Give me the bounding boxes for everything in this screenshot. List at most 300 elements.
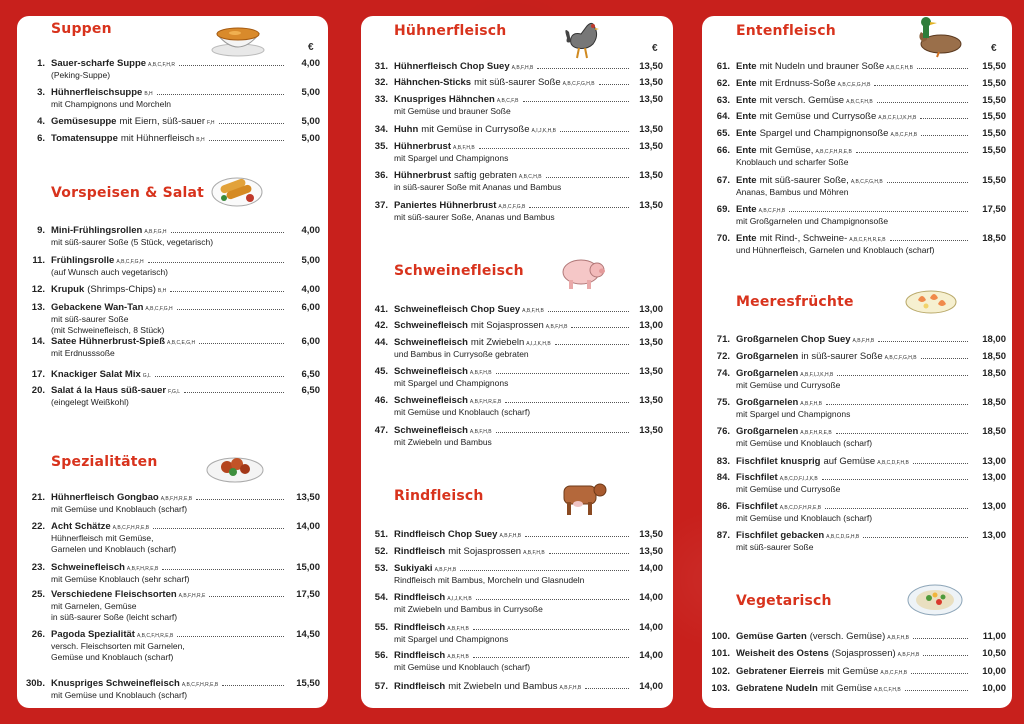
item-description: mit Gemüse und Knoblauch (scharf) <box>394 662 531 672</box>
item-title-line <box>394 681 633 692</box>
item-name: Großgarnelen <box>736 351 799 362</box>
item-title-line <box>736 472 972 483</box>
item-price: 15,50 <box>982 175 1006 186</box>
dot-leader <box>505 396 629 403</box>
section-title-spezialitaeten: Spezialitäten <box>51 454 158 470</box>
item-name: Rindfleisch <box>394 622 446 633</box>
item-name: Rindfleisch <box>394 592 446 603</box>
allergen-codes: B,H <box>144 91 153 97</box>
dot-leader <box>537 62 629 69</box>
item-title-line <box>736 204 972 215</box>
item-title-line <box>51 678 288 689</box>
item-title-line <box>736 683 972 694</box>
allergen-codes: A,I,J,K,H,B <box>447 596 472 602</box>
dot-leader <box>874 79 968 86</box>
item-number: 57. <box>374 681 388 692</box>
item-name: Großgarnelen Chop Suey <box>736 334 851 345</box>
item-price: 13,50 <box>639 366 663 377</box>
item-number: 32. <box>374 77 388 88</box>
item-name: Knuspriges Hähnchen <box>394 94 495 105</box>
item-title-line <box>394 77 633 88</box>
item-name-suffix: mit Nudeln und brauner Soße <box>759 61 885 72</box>
item-description: Ananas, Bambus und Möhren <box>736 187 849 197</box>
item-title-line <box>51 255 288 266</box>
item-title-line <box>394 61 633 72</box>
item-name: Ente <box>736 175 757 186</box>
item-name-suffix: (versch. Gemüse) <box>809 631 886 642</box>
item-name-suffix: mit Eiern, süß-sauer <box>119 116 205 127</box>
section-title-vegetarisch: Vegetarisch <box>736 593 832 609</box>
item-number: 55. <box>374 622 388 633</box>
item-price: 15,00 <box>296 562 320 573</box>
item-name: Ente <box>736 111 757 122</box>
section-title-vorspeisen: Vorspeisen & Salat <box>51 185 205 201</box>
item-description: (auf Wunsch auch vegetarisch) <box>51 267 169 277</box>
item-price: 15,50 <box>982 95 1006 106</box>
item-number: 11. <box>32 255 45 266</box>
item-name: Hühnerbrust <box>394 170 451 181</box>
item-number: 21. <box>31 492 45 503</box>
item-name-suffix: mit Zwiebeln und Bambus <box>448 681 558 692</box>
menu-panel-right <box>702 16 1012 708</box>
item-name: Schweinefleisch <box>394 395 468 406</box>
item-title-line <box>51 562 288 573</box>
item-price: 14,00 <box>639 622 663 633</box>
allergen-codes: G,L <box>142 373 151 379</box>
dot-leader <box>560 125 629 132</box>
dot-leader <box>473 623 629 630</box>
item-number: 74. <box>716 368 730 379</box>
item-title-line <box>736 648 972 659</box>
item-description: mit Champignons und Morcheln <box>51 99 172 109</box>
dot-leader <box>153 522 284 529</box>
item-name: Großgarnelen <box>736 397 799 408</box>
allergen-codes: A,B,C,F,I,J,K,H,B <box>878 115 917 121</box>
item-description: mit Gemüse und Knoblauch (scharf) <box>51 504 188 514</box>
dot-leader <box>155 370 284 377</box>
item-number: 35. <box>374 141 388 152</box>
dot-leader <box>177 303 284 310</box>
item-price: 13,00 <box>639 304 663 315</box>
item-name: Hähnchen-Sticks <box>394 77 472 88</box>
item-title-line <box>51 116 288 127</box>
item-number: 54. <box>374 592 388 603</box>
allergen-codes: A,B,C,E,G,H,B <box>837 82 871 88</box>
item-name: Schweinefleisch <box>394 320 468 331</box>
item-price: 6,00 <box>301 336 320 347</box>
dot-leader <box>222 679 284 686</box>
item-description: in süß-saurer Soße mit Ananas und Bambus <box>394 182 562 192</box>
item-description: in süß-saurer Soße (leicht scharf) <box>51 611 178 622</box>
item-number: 30b. <box>25 678 45 689</box>
item-price: 13,00 <box>982 501 1006 512</box>
item-description: mit Gemüse und brauner Soße <box>394 106 511 116</box>
dot-leader <box>479 142 629 149</box>
item-title-line <box>394 141 633 152</box>
item-name: Gemüsesuppe <box>51 116 117 127</box>
item-name: Knuspriges Schweinefleisch <box>51 678 180 689</box>
allergen-codes: A,B,F,H,R,E,B <box>469 399 502 405</box>
item-name-suffix: mit Erdnuss-Soße <box>759 78 836 89</box>
item-number: 47. <box>374 425 388 436</box>
section-title-rindfleisch: Rindfleisch <box>394 488 484 504</box>
item-price: 11,00 <box>982 631 1006 642</box>
item-name: Hühnerfleisch Gongbao <box>51 492 159 503</box>
item-price: 15,50 <box>982 111 1006 122</box>
item-number: 42. <box>374 320 388 331</box>
item-number: 41. <box>374 304 388 315</box>
item-description: mit Großgarnelen und Champignonsoße <box>736 216 889 226</box>
dot-leader <box>496 367 629 374</box>
item-name: Tomatensuppe <box>51 133 118 144</box>
item-price: 13,00 <box>982 472 1006 483</box>
item-price: 14,00 <box>639 563 663 574</box>
item-title-line <box>736 530 972 541</box>
item-name: Großgarnelen <box>736 368 799 379</box>
item-number: 102. <box>711 666 730 677</box>
dot-leader <box>476 593 629 600</box>
item-number: 61. <box>716 61 730 72</box>
item-number: 75. <box>716 397 730 408</box>
cow-icon <box>554 476 610 523</box>
item-number: 76. <box>716 426 730 437</box>
item-price: 14,00 <box>639 681 663 692</box>
allergen-codes: A,B,C,D,F,I,J,K,B <box>779 476 818 482</box>
item-name: Fischfilet gebacken <box>736 530 825 541</box>
item-name-suffix: mit Gemüse <box>820 683 873 694</box>
item-name: Schweinefleisch <box>51 562 125 573</box>
item-number: 17. <box>31 369 45 380</box>
spring-rolls-icon <box>210 170 264 215</box>
item-number: 4. <box>37 116 45 127</box>
allergen-codes: A,B,F,H,B <box>523 550 545 556</box>
dot-leader <box>913 632 968 639</box>
item-title-line <box>51 521 288 532</box>
item-title-line <box>736 145 972 156</box>
dot-leader <box>549 547 629 554</box>
item-title-line <box>394 94 633 105</box>
menu-panel-left <box>17 16 328 708</box>
item-name: Sukiyaki <box>394 563 433 574</box>
item-price: 10,50 <box>982 648 1006 659</box>
item-title-line <box>394 304 633 315</box>
item-name: Rindfleisch <box>394 681 446 692</box>
item-number: 72. <box>716 351 730 362</box>
item-name: Gebratener Eierreis <box>736 666 825 677</box>
item-description: und Hühnerfleisch, Garnelen und Knoblauch (scharf) <box>736 245 935 255</box>
item-description: mit Gemüse und Knoblauch (scharf) <box>736 513 873 523</box>
item-price: 6,50 <box>301 385 320 396</box>
soup-bowl-icon <box>209 16 267 63</box>
dot-leader <box>822 473 968 480</box>
item-title-line <box>736 426 972 437</box>
allergen-codes: A,B,C,F,H,B <box>758 208 786 214</box>
item-name-suffix: in süß-saurer Soße <box>801 351 883 362</box>
item-price: 13,50 <box>639 124 663 135</box>
dot-leader <box>529 201 629 208</box>
item-name: Hühnerbrust <box>394 141 451 152</box>
item-description: mit Spargel und Champignons <box>736 409 851 419</box>
item-title-line <box>394 622 633 633</box>
allergen-codes: A,B,F,H,R,E,B <box>126 566 159 572</box>
item-price: 18,50 <box>982 426 1006 437</box>
item-number: 83. <box>716 456 730 467</box>
item-name: Fischfilet knusprig <box>736 456 821 467</box>
allergen-codes: A,B,C,F,G,H <box>145 306 173 312</box>
allergen-codes: A,B,C,F,G,H,B <box>562 81 595 87</box>
item-name: Acht Schätze <box>51 521 111 532</box>
allergen-codes: A,B,F,H,B <box>800 401 822 407</box>
item-number: 56. <box>374 650 388 661</box>
dot-leader <box>917 62 968 69</box>
item-name-suffix: mit Hühnerfleisch <box>120 133 195 144</box>
item-price: 13,50 <box>639 395 663 406</box>
allergen-codes: A,B,C,F,H,B <box>886 65 913 71</box>
item-name: Schweinefleisch Chop Suey <box>394 304 521 315</box>
item-name: Schweinefleisch <box>394 366 468 377</box>
item-number: 12. <box>31 284 45 295</box>
item-price: 13,50 <box>639 77 663 88</box>
duck-icon <box>911 16 967 63</box>
item-name: Schweinefleisch <box>394 337 468 348</box>
dot-leader <box>523 95 629 102</box>
item-description: mit Gemüse und Knoblauch (scharf) <box>736 438 873 448</box>
item-description: mit Zwiebeln und Bambus in Currysoße <box>394 604 543 614</box>
item-title-line <box>51 385 288 396</box>
item-description: mit süß-saurer Soße, Ananas und Bambus <box>394 212 555 222</box>
item-name: Gebackene Wan-Tan <box>51 302 144 313</box>
item-price: 15,50 <box>296 678 320 689</box>
item-name: Ente <box>736 61 757 72</box>
item-name-suffix: mit Sojasprossen <box>470 320 544 331</box>
allergen-codes: A,B,F,H,B <box>447 626 469 632</box>
item-price: 18,50 <box>982 233 1006 244</box>
item-number: 31. <box>374 61 388 72</box>
item-description: (mit Schweinefleisch, 8 Stück) <box>51 324 165 335</box>
item-price: 13,50 <box>296 492 320 503</box>
item-name: Knackiger Salat Mix <box>51 369 141 380</box>
item-name-suffix: mit versch. Gemüse <box>759 95 845 106</box>
item-number: 9. <box>37 225 45 236</box>
item-number: 36. <box>374 170 388 181</box>
item-price: 5,00 <box>301 133 320 144</box>
currency-header: € <box>991 43 997 54</box>
item-number: 103. <box>711 683 730 694</box>
item-price: 18,50 <box>982 397 1006 408</box>
allergen-codes: A,B,F,H,B <box>887 635 909 641</box>
item-price: 14,00 <box>639 592 663 603</box>
allergen-codes: A,B,C,F,H,R,E,B <box>181 682 219 688</box>
item-description: mit Spargel und Champignons <box>394 378 509 388</box>
item-title-line <box>736 456 972 467</box>
allergen-codes: A,B,F,H,B <box>469 370 492 376</box>
item-name-suffix: mit Zwiebeln <box>470 337 525 348</box>
item-description: und Bambus in Currysoße gebraten <box>394 349 529 359</box>
item-title-line <box>394 425 633 436</box>
item-number: 71. <box>716 334 730 345</box>
dot-leader <box>162 563 284 570</box>
vegetable-plate-icon <box>907 582 963 623</box>
item-price: 14,50 <box>296 629 320 640</box>
item-title-line <box>394 170 633 181</box>
item-title-line <box>736 501 972 512</box>
dot-leader <box>179 59 284 66</box>
item-name: Großgarnelen <box>736 426 799 437</box>
item-price: 15,50 <box>982 61 1006 72</box>
item-name: Gemüse Garten <box>736 631 807 642</box>
item-description: (eingelegt Weißkohl) <box>51 397 129 407</box>
dot-leader <box>196 493 284 500</box>
item-number: 46. <box>374 395 388 406</box>
dot-leader <box>496 426 629 433</box>
item-name-suffix: auf Gemüse <box>823 456 876 467</box>
item-number: 70. <box>716 233 730 244</box>
dot-leader <box>837 369 968 376</box>
item-title-line <box>394 200 633 211</box>
item-number: 66. <box>716 145 730 156</box>
rooster-icon <box>559 18 609 65</box>
allergen-codes: A,B,C,F,H,B <box>890 132 918 138</box>
item-title-line <box>736 175 972 186</box>
item-description: mit süß-saurer Soße <box>51 314 129 324</box>
item-name: Hühnerfleisch Chop Suey <box>394 61 510 72</box>
item-name: Frühlingsrolle <box>51 255 115 266</box>
item-name: Fischfilet <box>736 472 778 483</box>
item-number: 84. <box>716 472 730 483</box>
dot-leader <box>878 335 968 342</box>
allergen-codes: A,B,C,D,F,H,R,E,B <box>779 505 822 511</box>
item-title-line <box>394 124 633 135</box>
item-number: 37. <box>374 200 388 211</box>
item-title-line <box>736 368 972 379</box>
allergen-codes: A,B,C,F,G,H <box>116 259 144 265</box>
allergen-codes: A,I,J,K,H,B <box>526 341 551 347</box>
item-price: 13,50 <box>639 94 663 105</box>
dot-leader <box>148 256 284 263</box>
item-price: 18,50 <box>982 351 1006 362</box>
item-name: Verschiedene Fleischsorten <box>51 589 177 600</box>
item-price: 15,50 <box>982 128 1006 139</box>
item-price: 13,50 <box>639 200 663 211</box>
allergen-codes: A,B,C,F,H,R,E,B <box>136 633 174 639</box>
item-number: 20. <box>31 385 45 396</box>
item-description: mit süß-saurer Soße (5 Stück, vegetarisch) <box>51 237 214 247</box>
item-title-line <box>51 589 288 600</box>
allergen-codes: A,B,C,F,H,B <box>874 687 901 693</box>
item-name: Salat á la Haus süß-sauer <box>51 385 167 396</box>
allergen-codes: A,B,F,H,R,E <box>178 593 206 599</box>
item-title-line <box>736 128 972 139</box>
item-price: 15,50 <box>982 145 1006 156</box>
item-name: Rindfleisch <box>394 546 446 557</box>
dot-leader <box>789 205 968 212</box>
allergen-codes: A,B,C,F,G,H,B <box>850 179 883 185</box>
item-description: Rindfleisch mit Bambus, Morcheln und Glasnudeln <box>394 575 585 585</box>
item-title-line <box>51 629 288 640</box>
dot-leader <box>921 129 968 136</box>
dot-leader <box>460 564 629 571</box>
item-price: 13,00 <box>982 456 1006 467</box>
allergen-codes: A,I,J,K,H,B <box>531 128 556 134</box>
item-number: 3. <box>37 87 45 98</box>
section-title-schweinefleisch: Schweinefleisch <box>394 263 524 279</box>
item-title-line <box>736 631 972 642</box>
allergen-codes: A,B,C,F,H,R,E,B <box>815 149 852 155</box>
item-description: mit Gemüse und Currysoße <box>736 484 841 494</box>
item-name-suffix: mit süß-saurer Soße, <box>759 175 849 186</box>
item-description: Garnelen und Knoblauch (scharf) <box>51 543 177 554</box>
dot-leader <box>184 386 284 393</box>
item-number: 100. <box>711 631 730 642</box>
item-price: 17,50 <box>982 204 1006 215</box>
section-title-suppen: Suppen <box>51 21 112 37</box>
allergen-codes: B,H <box>196 137 205 143</box>
item-price: 6,00 <box>301 302 320 313</box>
section-title-meeresfruechte: Meeresfrüchte <box>736 294 854 310</box>
item-number: 65. <box>716 128 730 139</box>
item-title-line <box>736 111 972 122</box>
dot-leader <box>826 398 968 405</box>
item-title-line <box>51 492 288 503</box>
item-name: Pagoda Spezialität <box>51 629 135 640</box>
item-name-suffix: (Shrimps-Chips) <box>87 284 156 295</box>
item-name: Ente <box>736 95 757 106</box>
item-price: 13,00 <box>982 530 1006 541</box>
item-title-line <box>736 351 972 362</box>
item-name: Rindfleisch <box>394 650 446 661</box>
item-name-suffix: (Sojasprossen) <box>831 648 896 659</box>
item-number: 62. <box>716 78 730 89</box>
item-price: 14,00 <box>296 521 320 532</box>
item-description: mit Spargel und Champignons <box>394 153 509 163</box>
dot-leader <box>171 226 284 233</box>
item-price: 10,00 <box>982 666 1006 677</box>
item-title-line <box>736 78 972 89</box>
item-name: Sauer-scharfe Suppe <box>51 58 147 69</box>
item-price: 4,00 <box>301 225 320 236</box>
allergen-codes: A,B,F,G,H <box>144 229 167 235</box>
dot-leader <box>209 590 284 597</box>
allergen-codes: A,B,F,H,B <box>852 338 875 344</box>
dot-leader <box>905 684 968 691</box>
item-description: Knoblauch und scharfer Soße <box>736 157 849 167</box>
item-title-line <box>394 563 633 574</box>
item-name-suffix: mit Sojasprossen <box>448 546 522 557</box>
dot-leader <box>555 338 629 345</box>
item-description: Gemüse und Knoblauch (scharf) <box>51 651 174 662</box>
item-price: 13,50 <box>639 337 663 348</box>
item-name-suffix: mit Gemüse <box>827 666 879 677</box>
item-number: 67. <box>716 175 730 186</box>
item-description: mit Zwiebeln und Bambus <box>394 437 492 447</box>
item-price: 18,00 <box>982 334 1006 345</box>
allergen-codes: A,B,F,H,R,E,B <box>160 496 193 502</box>
allergen-codes: A,B,C,F,H,B <box>846 99 873 105</box>
item-name: Weisheit des Ostens <box>736 648 829 659</box>
dot-leader <box>890 234 968 241</box>
item-title-line <box>394 546 633 557</box>
item-number: 87. <box>716 530 730 541</box>
menu-panel-middle <box>361 16 673 708</box>
dot-leader <box>920 112 968 119</box>
dot-leader <box>921 352 968 359</box>
item-title-line <box>394 337 633 348</box>
item-number: 52. <box>374 546 388 557</box>
allergen-codes: A,B,F,I,J,K,H,B <box>800 372 834 378</box>
item-number: 101. <box>711 648 730 659</box>
item-number: 25. <box>31 589 45 600</box>
item-description: Hühnerfleisch mit Gemüse, <box>51 533 154 543</box>
